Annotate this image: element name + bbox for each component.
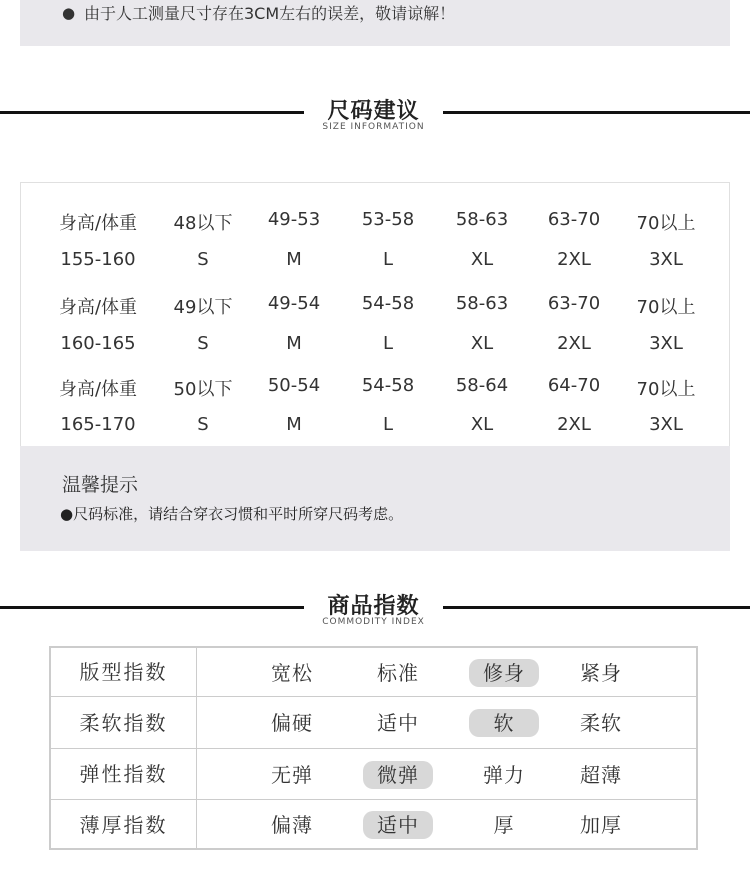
index-option-selected: 微弹 [363, 761, 433, 789]
size-cell: XL [470, 414, 494, 435]
size-cell: XL [470, 333, 494, 354]
index-row [51, 648, 696, 697]
index-option: 偏薄 [271, 813, 313, 837]
index-option: 超薄 [580, 763, 622, 787]
size-cell: 2XL [557, 249, 591, 270]
weight-range-cell: 49-54 [267, 293, 321, 314]
index-option-selected: 适中 [363, 811, 433, 839]
index-option: 宽松 [271, 661, 313, 685]
size-section-subtitle: SIZE INFORMATION [322, 122, 425, 132]
size-cell: XL [470, 249, 494, 270]
size-cell: L [382, 249, 394, 270]
tip-title: 温馨提示 [62, 474, 139, 496]
weight-range-cell: 70以上 [636, 297, 696, 318]
size-cell: 3XL [649, 333, 683, 354]
size-cell: L [382, 333, 394, 354]
weight-range-cell: 54-58 [361, 375, 415, 396]
index-option: 无弹 [271, 763, 313, 787]
commodity-index-table [49, 646, 698, 850]
index-option: 弹力 [483, 763, 525, 787]
index-row-label: 薄厚指数 [51, 800, 197, 850]
size-cell: 3XL [649, 414, 683, 435]
weight-range-cell: 64-70 [547, 375, 601, 396]
weight-range-cell: 70以上 [636, 379, 696, 400]
size-cell: 3XL [649, 249, 683, 270]
weight-range-cell: 54-58 [361, 293, 415, 314]
bullet-icon: ● [62, 4, 76, 22]
title-rule-left [0, 606, 304, 609]
size-header-label: 身高/体重 [58, 379, 138, 400]
index-option: 柔软 [580, 711, 622, 735]
index-row-label: 弹性指数 [51, 749, 197, 799]
title-rule-right [443, 111, 750, 114]
title-rule-left [0, 111, 304, 114]
index-option: 厚 [493, 813, 515, 837]
size-cell: M [286, 414, 302, 435]
size-header-label: 身高/体重 [58, 213, 138, 234]
size-cell: 2XL [557, 333, 591, 354]
index-section-header [0, 595, 750, 635]
measurement-notice-text: 由于人工测量尺寸存在3CM左右的误差，敬请谅解！ [84, 4, 456, 23]
height-range-cell: 160-165 [60, 333, 136, 354]
weight-range-cell: 63-70 [547, 209, 601, 230]
index-section-title: 商品指数 [327, 594, 420, 619]
index-section-subtitle: COMMODITY INDEX [322, 617, 425, 627]
index-row [51, 800, 696, 850]
index-option: 加厚 [580, 813, 622, 837]
index-option: 紧身 [580, 661, 622, 685]
size-section-header [0, 100, 750, 140]
height-range-cell: 165-170 [60, 414, 136, 435]
weight-range-cell: 50-54 [267, 375, 321, 396]
size-section-title: 尺码建议 [327, 99, 420, 124]
tip-box [20, 446, 730, 551]
index-row [51, 749, 696, 800]
weight-range-cell: 63-70 [547, 293, 601, 314]
index-option: 偏硬 [271, 711, 313, 735]
title-rule-right [443, 606, 750, 609]
weight-range-cell: 53-58 [361, 209, 415, 230]
weight-range-cell: 48以下 [173, 213, 233, 234]
weight-range-cell: 58-63 [455, 209, 509, 230]
size-header-label: 身高/体重 [58, 297, 138, 318]
measurement-notice [20, 0, 730, 46]
tip-text: ●尺码标准，请结合穿衣习惯和平时所穿尺码考虑。 [60, 505, 404, 523]
size-cell: S [197, 414, 209, 435]
size-cell: 2XL [557, 414, 591, 435]
weight-range-cell: 49以下 [173, 297, 233, 318]
size-cell: S [197, 333, 209, 354]
index-row [51, 697, 696, 749]
weight-range-cell: 58-64 [455, 375, 509, 396]
index-option-selected: 软 [469, 709, 539, 737]
weight-range-cell: 58-63 [455, 293, 509, 314]
weight-range-cell: 70以上 [636, 213, 696, 234]
size-cell: M [286, 333, 302, 354]
weight-range-cell: 49-53 [267, 209, 321, 230]
index-row-label: 版型指数 [51, 648, 197, 696]
size-cell: S [197, 249, 209, 270]
size-cell: M [286, 249, 302, 270]
index-option: 标准 [377, 661, 419, 685]
size-table [20, 182, 730, 446]
index-option-selected: 修身 [469, 659, 539, 687]
index-option: 适中 [377, 711, 419, 735]
height-range-cell: 155-160 [60, 249, 136, 270]
index-row-label: 柔软指数 [51, 697, 197, 748]
size-cell: L [382, 414, 394, 435]
weight-range-cell: 50以下 [173, 379, 233, 400]
